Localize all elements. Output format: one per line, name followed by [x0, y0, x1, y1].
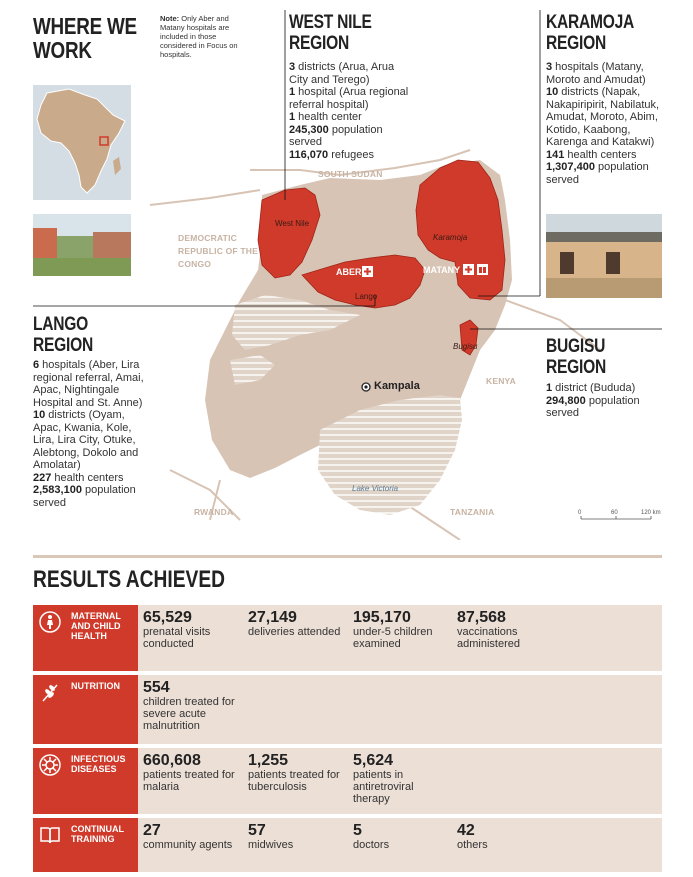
stat-block: [143, 822, 241, 851]
stat-block: [353, 609, 451, 650]
scale-label-0: 0: [578, 510, 582, 516]
detail-text: districts (Oyam, Apac, Kwania, Kole, Lira, Lira City, Otuke, Alebtong, Dokolo and Amolatar): [33, 409, 139, 471]
row-category-label: NUTRITION: [71, 681, 120, 691]
detail-number: 3: [289, 61, 296, 73]
detail-text: health centers: [564, 148, 637, 161]
lango-title: LANGO REGION: [33, 314, 93, 356]
detail-number: 10: [33, 409, 46, 421]
stat-block: [143, 679, 241, 732]
label-kenya: KENYA: [486, 376, 516, 386]
row-category-label: MATERNAL AND CHILD HEALTH: [71, 611, 121, 641]
detail-line: [289, 61, 414, 86]
detail-number: 116,070: [289, 148, 329, 161]
bugisu-title: BUGISU REGION: [546, 336, 606, 378]
wheat-icon: [39, 681, 61, 703]
stat-label: doctors: [353, 839, 390, 851]
hospital-label-matany: MATANY: [423, 265, 461, 275]
book-icon: [39, 824, 61, 846]
stat-label: patients treated for malaria: [143, 769, 235, 793]
row-category-cell: [33, 605, 138, 671]
stat-label: community agents: [143, 839, 233, 851]
hospital-label-aber: ABER: [336, 267, 362, 277]
map-label-lango: Lango: [355, 292, 378, 301]
stat-block: [248, 752, 346, 793]
karamoja-details: [546, 61, 664, 186]
detail-text: population served: [33, 484, 136, 509]
stat-number: 1,255: [248, 752, 289, 769]
bugisu-details: [546, 382, 664, 420]
page-title: WHERE WE WORK: [33, 13, 137, 63]
detail-text: districts (Napak, Nakapiripirit, Nabilatuk, Amudat, Moroto, Abim, Kotido, Kaabong, Karenga and Katakwi): [546, 86, 660, 148]
detail-line: [289, 111, 414, 124]
detail-text: refugees: [328, 148, 375, 161]
stat-label: under-5 children examined: [353, 626, 433, 650]
stat-label: deliveries attended: [248, 626, 341, 638]
stat-block: [143, 752, 241, 793]
pregnant-woman-icon: [39, 611, 61, 633]
detail-number: 1,307,400: [546, 161, 595, 173]
detail-number: 141: [546, 148, 565, 161]
detail-line: [33, 359, 153, 409]
stat-block: [248, 609, 346, 638]
detail-text: hospitals (Aber, Lira regional referral, Amai, Apac, Nightingale Hospital and St. Anne): [33, 359, 144, 409]
detail-line: [546, 149, 664, 162]
results-row: [33, 605, 662, 671]
stat-block: [248, 822, 346, 851]
detail-number: 227: [33, 471, 52, 484]
detail-line: [546, 61, 664, 86]
lango-details: [33, 359, 153, 509]
detail-text: population served: [546, 394, 640, 419]
karamoja-title: KARAMOJA REGION: [546, 12, 634, 54]
detail-number: 10: [546, 86, 559, 98]
detail-number: 6: [33, 359, 40, 371]
detail-text: population served: [546, 161, 649, 186]
stat-label: midwives: [248, 839, 294, 851]
detail-number: 245,300: [289, 123, 329, 136]
map-label-karamoja: Karamoja: [433, 233, 468, 242]
stat-number: 195,170: [353, 609, 411, 626]
map-label-bugisu: Bugisu: [453, 342, 478, 351]
stat-block: [353, 822, 451, 851]
detail-line: [33, 409, 153, 472]
detail-line: [546, 382, 664, 395]
stat-number: 87,568: [457, 609, 506, 626]
detail-line: [289, 86, 414, 111]
results-row: [33, 818, 662, 872]
results-row: [33, 675, 662, 744]
label-lake-victoria: Lake Victoria: [352, 484, 399, 493]
west-nile-title: WEST NILE REGION: [289, 12, 372, 54]
detail-line: [546, 161, 664, 186]
detail-line: [289, 149, 414, 162]
stat-label: vaccinations administered: [457, 626, 520, 650]
detail-line: [546, 86, 664, 149]
detail-text: population served: [289, 123, 383, 148]
detail-number: 2,583,100: [33, 484, 82, 496]
detail-number: 1: [289, 86, 296, 98]
stat-number: 42: [457, 822, 475, 839]
row-category-cell: [33, 748, 138, 814]
detail-text: health center: [295, 111, 362, 123]
label-south-sudan: SOUTH SUDAN: [318, 169, 383, 179]
stat-number: 57: [248, 822, 266, 839]
detail-number: 3: [546, 61, 553, 73]
note-text: Only Aber and Matany hospitals are included in those considered in Focus on hospitals.: [160, 14, 238, 59]
detail-line: [289, 124, 414, 149]
row-category-cell: [33, 675, 138, 744]
stat-label: prenatal visits conducted: [143, 626, 211, 650]
results-row: [33, 748, 662, 814]
label-rwanda: RWANDA: [194, 507, 234, 517]
stat-number: 27,149: [248, 609, 297, 626]
stat-block: [353, 752, 451, 805]
row-category-cell: [33, 818, 138, 872]
detail-text: hospitals (Matany, Moroto and Amudat): [546, 61, 646, 86]
stat-number: 27: [143, 822, 161, 839]
detail-line: [546, 395, 664, 420]
detail-text: districts (Arua, Arua City and Terego): [289, 61, 395, 86]
scale-label-120: 120 km: [641, 510, 661, 516]
stat-number: 554: [143, 679, 170, 696]
stat-block: [457, 822, 555, 851]
results-table: [33, 605, 662, 872]
stat-number: 5: [353, 822, 362, 839]
detail-text: hospital (Arua regional referral hospital): [289, 86, 409, 111]
stat-label: patients treated for tuberculosis: [248, 769, 340, 793]
label-tanzania: TANZANIA: [450, 507, 495, 517]
detail-text: district (Bududa): [552, 382, 636, 394]
stat-block: [143, 609, 241, 650]
detail-text: health centers: [51, 471, 124, 484]
results-title: RESULTS ACHIEVED: [33, 566, 226, 593]
note-label: Note:: [160, 14, 180, 23]
stat-number: 5,624: [353, 752, 394, 769]
stat-block: [457, 609, 555, 650]
row-category-label: CONTINUAL TRAINING: [71, 824, 124, 844]
detail-number: 294,800: [546, 394, 586, 407]
stat-label: patients in antiretroviral therapy: [353, 769, 414, 805]
label-kampala: Kampala: [374, 380, 420, 392]
stat-number: 660,608: [143, 752, 201, 769]
stat-label: others: [457, 839, 488, 851]
west-nile-details: [289, 61, 414, 161]
row-category-label: INFECTIOUS DISEASES: [71, 754, 126, 774]
matany-book-icon: [477, 264, 488, 275]
virus-icon: [39, 754, 61, 776]
stat-label: children treated for severe acute malnutrition: [143, 696, 235, 732]
label-drc: DEMOCRATIC REPUBLIC OF THE CONGO: [178, 233, 258, 269]
detail-line: [33, 472, 153, 485]
map-label-west-nile: West Nile: [275, 219, 310, 228]
detail-line: [33, 484, 153, 509]
stat-number: 65,529: [143, 609, 192, 626]
detail-number: 1: [289, 111, 296, 123]
section-divider: [33, 555, 662, 558]
detail-number: 1: [546, 382, 553, 394]
scale-label-60: 60: [611, 510, 618, 516]
